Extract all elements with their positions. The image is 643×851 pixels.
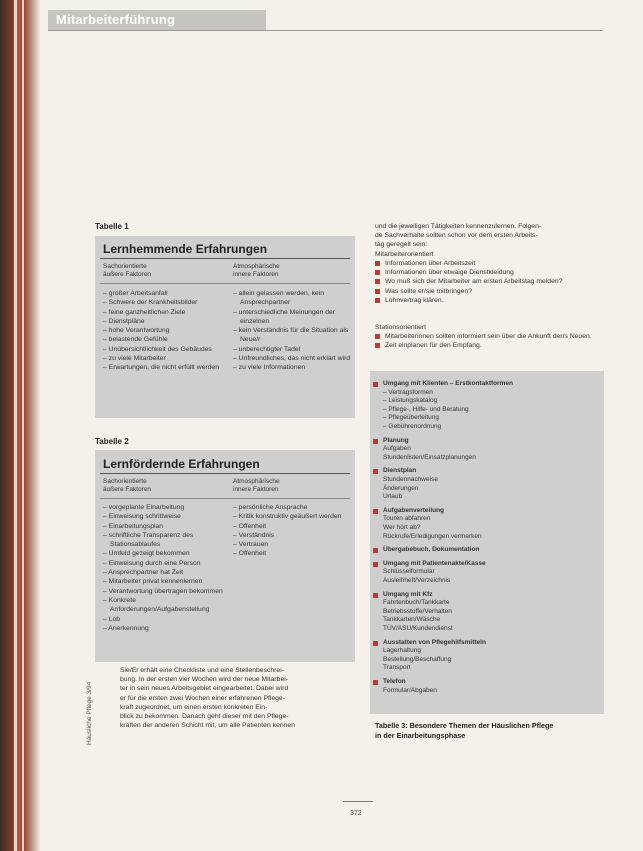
table1-right-item: – unberechtigter Tadel [233,345,301,353]
bullet-item [375,259,605,268]
table2-left-item: – Einweisung durch eine Person [103,559,201,567]
body-paragraph-right [375,222,605,250]
square-bullet-icon [375,343,380,348]
square-bullet-icon [375,261,380,266]
table2-left-head-line1: Sachorientierte [103,478,147,485]
table3-topic [383,591,593,634]
right-bullet-list-2 [375,332,605,350]
table2-right-item: – Kritik konstruktiv geäußert werden [233,513,342,521]
table3-caption-line2: in der Einarbeitungsphase [375,731,466,740]
table1-left-list [103,289,225,373]
table3-topic-line: Änderungen [383,484,419,492]
table1-right-head-line1: Atmosphärische [233,263,280,270]
table3-topic-line: Urlaub [383,493,403,501]
bullet-text: Zeit einplanen für den Empfang. [385,342,482,350]
table2-left-item: – Einweisung schrittweise [103,513,181,521]
body-line: Sie/Er erhält eine Checkliste und eine Stellenbeschrei- [120,667,284,674]
header-rule [48,30,603,31]
body-line: und die jeweiligen Tätigkeiten kennenzulernen. Folgen- [375,223,542,230]
table2-head-rule [100,498,350,499]
table2-left-head [103,478,223,494]
body-line: er für die ersten zwei Wochen einer erfahrenen Pflege- [120,694,285,702]
square-bullet-icon [373,641,378,646]
table1-left-item: – Schwere der Krankheitsbilder [103,299,198,307]
table3-topic-title: Telefon [383,678,406,685]
table3-topic-title: Ausstatten von Pflegehilfsmitteln [383,638,486,646]
table1-left-item: – hohe Verantwortung [103,327,170,335]
table3-topic-line: Betriebsstoffe/Verhalten [383,607,452,615]
square-bullet-icon [373,469,378,474]
table3-topic-line: Fahrtenbuch/Tankkarte [383,599,450,607]
square-bullet-icon [375,298,380,303]
square-bullet-icon [373,680,378,685]
table2-left-head-line2: äußere Faktoren [103,486,152,493]
table2-left-item: – vorgeplante Einarbeitung [103,504,185,511]
table3-topic [383,437,593,463]
table2-right-head-line1: Atmosphärische [233,478,280,485]
table3-topic-title: Aufgabenverteilung [383,506,445,514]
body-line: kraft zugeordnet, um einen ersten konkreten Ein- [120,703,268,711]
table3-topic-title: Dienstplan [383,467,417,475]
square-bullet-icon [373,509,378,514]
table3-caption [375,721,605,741]
table3-topic-line: Lagerhaltung [383,647,421,655]
bullet-item [375,332,605,341]
right-bullet-list-1 [375,259,605,305]
table3-topic-line: Bestellung/Beschaffung [383,655,452,663]
table2-right-list [233,503,351,559]
table2-title: Lernfördernde Erfahrungen [103,457,260,471]
bullet-item [375,287,605,296]
table3-topic-line: Schlüsselformular [383,568,435,576]
table1-right-head-line2: innere Faktoren [233,271,279,278]
square-bullet-icon [375,270,380,275]
table2-left-item: – Lob [103,615,121,623]
bullet-item [375,296,605,305]
table1-title: Lernhemmende Erfahrungen [103,242,268,256]
bullet-text: Lohnvertrag klären. [385,296,444,304]
table1-right-item: – allein gelassen werden, kein Ansprechpartner [233,290,325,307]
table3-topic-line: Stundennachweise [383,475,438,483]
table3-topic-line: – Pflegeüberleitung [383,414,440,422]
table2-left-item: – schriftliche Transparenz des Stationsablaufes [103,531,194,549]
table2-right-item: – Offenheit [233,522,267,530]
table1-right-item: – kein Verständnis für die Situation als Neue/r [233,327,349,344]
table3-topic-line: – Gebührenordnung [383,422,442,430]
bullet-text: Wo muß sich der Mitarbeiter am ersten Arbeitstag melden? [385,278,563,286]
body-line: blick zu bekommen. Danach geht dieser mit den Pflege- [120,713,289,721]
table2-right-item: – persönliche Ansprache [233,504,308,511]
table3-caption-line1: Tabelle 3: Besondere Themen der Häuslichen Pflege [375,721,554,730]
page-number: 372 [350,810,362,817]
body-line: tag geregelt sein: [375,241,428,249]
right-subheading-1: Mitarbeiterorientiert [375,251,434,258]
body-line: kräften der anderen Schicht mit, um alle Patienten kennen [120,722,295,730]
table1-right-item: – Unfreundliches, das nicht erklärt wird [233,355,351,363]
square-bullet-icon [373,593,378,598]
table2-left-item: – Ansprechpartner hat Zeit [103,569,184,577]
table1-title-rule [100,258,350,259]
table2-label: Tabelle 2 [95,437,129,446]
table2-left-item: – Anerkennung [103,624,149,632]
body-line: de Sachverhalte sollten schon vor dem ersten Arbeits- [375,232,538,240]
right-subheading-2: Stationsorientiert [375,324,427,331]
table1-right-item: – unterschiedliche Meinungen der einzelnen [233,308,336,325]
table3-topic-line: Rückrufe/Erledigungen vermerken [383,532,482,540]
square-bullet-icon [373,562,378,567]
source-credit: Häusliche Pflege 3/94 [86,681,93,745]
table1-right-item: – zu viele Informationen [233,364,306,372]
table3-topic-line: Transport [383,664,411,672]
table1-left-item: – Erwartungen, die nicht erfüllt werden [103,364,219,372]
bullet-text: Mitarbeiterinnen sollten informiert sein über die Ankunft der/s Neuen. [385,333,592,340]
table1-label: Tabelle 1 [95,222,129,231]
table3-topic-title: Planung [383,436,409,444]
table1-left-item: – großer Arbeitsanfall [103,290,168,297]
table1-left-item: – belastende Gefühle [103,336,168,344]
table3-topic [383,546,593,555]
table1-left-item: – Dienstpläne [103,317,145,325]
table2-left-item: – Umfeld gezeigt bekommen [103,550,190,558]
table2-left-item: – Konkrete Anforderungen/Aufgabenstellung [103,596,210,614]
table3-topic-line: Aufgaben [383,445,411,453]
table3-topic-title: Umgang mit Patientenakte/Kasse [383,559,486,567]
table3-topic [383,678,593,695]
table3-topic-line: Tankkarten/Wäsche [383,616,441,624]
table3-topic-line: Formular/Abgaben [383,686,437,694]
table1-left-head [103,263,223,279]
bullet-text: Informationen über Arbeitszeit [385,260,476,267]
table2-right-item: – Offenheit [233,550,267,558]
page-number-rule [343,801,373,802]
bullet-item [375,277,605,286]
page-header-title: Mitarbeiterführung [56,12,176,27]
bullet-text: Informationen über etwaige Dienstkleidung [385,269,514,277]
table1-left-item: – Unübersichtlichkeit des Gebäudes [103,345,212,353]
table2-left-item: – Verantwortung übertragen bekommen [103,587,223,595]
table2-left-list [103,503,225,633]
table3-topic-line: – Pflege-, Hilfe- und Beratung [383,405,469,413]
table3-topic [383,639,593,673]
body-line: ter in sein neues Arbeitsgebiet eingearbeitet. Dabei wird [120,685,289,693]
table1-left-item: – feine ganzheitlichen Ziele [103,308,186,316]
table3-topic-line: Stundenlisten/Einsatzplanungen [383,453,476,461]
table2-left-item: – Mitarbeiter privat kennenlernen [103,578,203,586]
body-line: bung. In der ersten vier Wochen wird der neue Mitarbei- [120,676,288,684]
square-bullet-icon [373,382,378,387]
book-binding [0,0,40,851]
table3-topic-line: – Leistungskatalog [383,397,438,405]
table2-right-item: – Verständnis [233,531,275,539]
table3-topic-line: Ausleihheft/Verzeichnis [383,576,451,584]
table2-left-item: – Einarbeitungsplan [103,522,164,530]
table3-topic-line: Touren abfahren [383,515,431,523]
table3-topic-title: Umgang mit Klienten – Erstkontaktformen [383,380,514,387]
table1-left-head-line2: äußere Faktoren [103,271,152,278]
table3-topic-title: Übergabebuch, Dokumentation [383,546,480,554]
table3-topic-title: Umgang mit Kfz [383,590,433,598]
table3-topic [383,467,593,501]
table2-title-rule [100,473,350,474]
square-bullet-icon [375,334,380,339]
table1-right-list [233,289,351,373]
table1-head-rule [100,283,350,284]
table3-topic-line: – Vertragsformen [383,388,433,396]
body-paragraph-left [120,666,358,730]
bullet-text: Was sollte er/sie mitbringen? [385,287,473,295]
square-bullet-icon [375,279,380,284]
table1-right-head [233,263,353,279]
table3-topic [383,560,593,586]
square-bullet-icon [373,439,378,444]
table2-right-head-line2: innere Faktoren [233,486,279,493]
table3-topic-line: Wer hört ab? [383,523,421,531]
bullet-item [375,341,605,350]
square-bullet-icon [375,289,380,294]
table2-right-item: – Vertrauen [233,541,269,549]
bullet-item [375,268,605,277]
table2-right-head [233,478,353,494]
table1-left-head-line1: Sachorientierte [103,263,147,270]
table3-topic [383,507,593,541]
table1-left-item: – zu viele Mitarbeiter [103,355,166,363]
table3-topic [383,380,593,432]
square-bullet-icon [373,548,378,553]
table3-topic-line: TÜV/ASU/Kundendienst [383,624,453,632]
